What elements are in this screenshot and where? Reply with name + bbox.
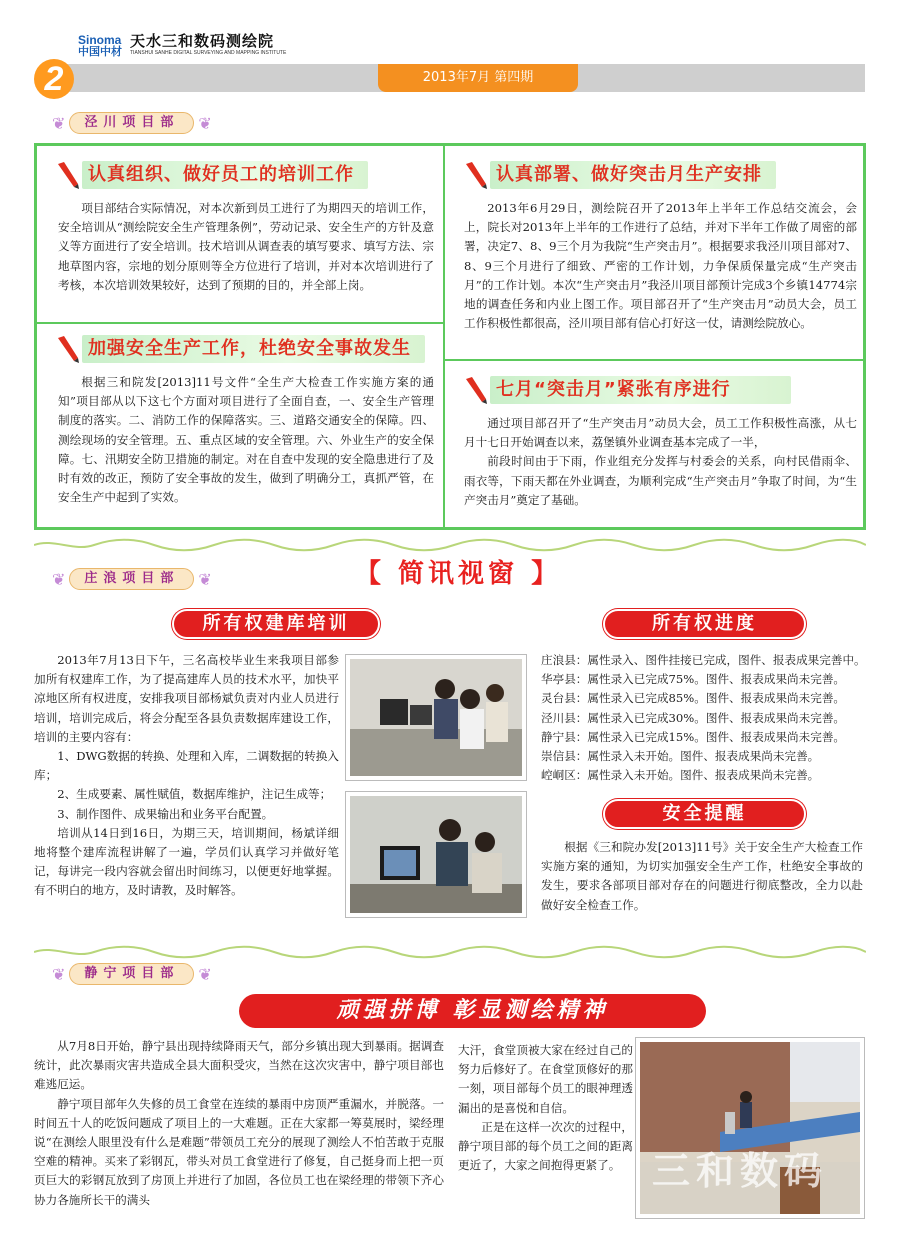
section-tag-jingning: [52, 961, 212, 987]
pencil-icon: [54, 334, 82, 364]
section-label: 泾川项目部: [69, 112, 194, 134]
section-tag-zhuanglang: [52, 566, 212, 592]
row-divider-right: [445, 359, 863, 361]
flourish-icon: ❦: [198, 964, 212, 984]
flourish-icon: ❦: [198, 569, 212, 589]
article-title: 认真组织、做好员工的培训工作: [82, 161, 368, 189]
paragraph: 静宁项目部年久失修的员工食堂在连续的暴雨中房顶严重漏水，并脱落。一时间五十人的吃饭问题成了项目上的一大难题。正在大家都一筹莫展时，梁经理说“在测绘人眼里没有什么是难题”带领员工充分的展现了测绘人不怕苦敢于克服空难的精神。买来了彩钢瓦，带头对员工食堂进行了修复，自己挺身而上把一页页巨大的彩钢瓦放到了房顶上并进行了加固，各位员工也在梁经理的带领下齐心协力各施所长干的满头: [34, 1096, 444, 1207]
paragraph: 根据《三和院办发[2013]11号》关于安全生产大检查工作实施方案的通知，为切实加强安全生产工作，杜绝安全事故的发生，要求各部项目部对存在的问题进行彻底整改，全力以赴做好安全检查工作。: [541, 840, 863, 912]
paragraph: 2、生成要素、属性赋值，数据库维护，注记生成等；: [57, 787, 332, 802]
feature-body-right: [458, 1041, 633, 1175]
row-divider-left: [37, 322, 443, 324]
paragraph: 大汗，食堂顶被大家在经过自己的努力后修好了。在食堂顶修好的那一刻，项目部每个员工的眼神理透漏出的是喜悦和自信。: [458, 1043, 633, 1115]
issue-label: 2013年7月 第四期: [378, 64, 578, 92]
pencil-icon: [462, 375, 490, 405]
article-head-deploy: [462, 160, 776, 190]
paragraph: 2013年7月13日下午，三名高校毕业生来我项目部参加所有权建库工作，为了提高建库人员的技术水平，加快平凉地区所有权进度，安排我项目部杨斌负责对内业人员进行培训，培训完成后，将会分配至各县负责数据库建设工作，培训的主要内容有：: [34, 653, 339, 744]
institute-name: [130, 34, 286, 56]
logo-cn: 中国中材: [78, 44, 122, 58]
training-photo-2-art: [350, 796, 522, 913]
training-photo-1-art: [350, 659, 522, 776]
article-title: 加强安全生产工作，杜绝安全事故发生: [82, 335, 425, 363]
flourish-icon: ❦: [52, 569, 66, 589]
section-tag-jingchuan: [52, 110, 212, 136]
progress-row: 静宁县：属性录入已完成15%。图件、报表成果尚未完善。: [541, 729, 846, 744]
flourish-icon: ❦: [52, 113, 66, 133]
article-head-july: [462, 375, 791, 405]
sinoma-logo: [78, 34, 122, 57]
paragraph: 1、DWG数据的转换、处理和入库，二调数据的转换入库；: [34, 749, 339, 783]
article-body-deploy: [464, 199, 857, 333]
column-divider: [443, 146, 445, 527]
heading-ownership-training: 所有权建库培训: [172, 609, 380, 639]
feature-banner: 顽强拼博 彰显测绘精神: [239, 994, 706, 1028]
progress-row: 泾川县：属性录入已完成30%。图件、报表成果尚未完善。: [541, 710, 846, 725]
logo-en: Sinoma: [78, 32, 122, 47]
progress-row: 崇信县：属性录入未开始。图件、报表成果尚未完善。: [541, 749, 820, 764]
progress-row: 华亭县：属性录入已完成75%。图件、报表成果尚未完善。: [541, 672, 846, 687]
paragraph: 通过项目部召开了“生产突击月”动员大会，员工工作积极性高涨，从七月十七日开始调查以来，荔堡镇外业调查基本完成了一半，: [464, 416, 857, 450]
progress-row: 崆峒区：属性录入未开始。图件、报表成果尚未完善。: [541, 768, 820, 783]
flourish-icon: ❦: [198, 113, 212, 133]
article-body-safety-reminder: [541, 838, 863, 915]
paragraph: 3、制作图件、成果输出和业务平台配置。: [57, 806, 274, 821]
paragraph: 正是在这样一次次的过程中，静宁项目部的每个员工之间的距离更近了，大家之间抱得更紧了。: [458, 1119, 633, 1173]
paragraph: 根据三和院发[2013]11号文件“全生产大检查工作实施方案的通知”项目部从以下这七个方面对项目进行了全面自查，一、安全生产管理制度的落实。二、消防工作的保障落实。三、道路交通安全的保障。四、测绘现场的安全管理。五、重点区域的安全管理。六、外业生产的安全保障。七、汛期安全防卫措施的制定。对在自查中发现的安全隐患进行了及时有效的改正，预防了安全事故的发生，做到了明确分工，真抓严管，在安全生产中起到了实效。: [58, 375, 434, 505]
section-label: 庄浪项目部: [69, 568, 194, 590]
paragraph: 项目部结合实际情况，对本次新到员工进行了为期四天的培训工作，安全培训从“测绘院安全生产管理条例”，劳动记录、安全生产的方针及意义等方面进行了安全培训。技术培训从调查表的填写要求、填写方法、宗地草图内容，宗地的划分原则等全方位进行了培训，并对本次培训进行了考核，本次培训效果较好，达到了预期的目的，并全部上岗。: [58, 201, 434, 292]
feature-body-left: [34, 1037, 444, 1210]
progress-row: 庄浪县：属性录入、图件挂接已完成，图件、报表成果完善中。: [541, 653, 866, 667]
training-photo-1: [346, 655, 526, 780]
watermark: 三和数码: [652, 1149, 829, 1193]
article-title: 七月“突击月”紧张有序进行: [490, 376, 791, 404]
institute-en: TIANSHUI SANHE DIGITAL SURVEYING AND MAPPING INSTITUTE: [130, 50, 287, 56]
article-head-training: [54, 160, 368, 190]
pencil-icon: [54, 160, 82, 190]
vine-divider: [34, 538, 866, 552]
heading-safety-reminder: 安全提醒: [603, 799, 806, 829]
institute-cn: 天水三和数码测绘院: [130, 32, 275, 50]
article-body-july: [464, 414, 857, 510]
vine-divider: [34, 945, 866, 959]
news-title: 【 简讯视窗 】: [355, 559, 562, 589]
progress-row: 灵台县：属性录入已完成85%。图件、报表成果尚未完善。: [541, 691, 846, 706]
training-photo-2: [346, 792, 526, 917]
paragraph: 从7月8日开始，静宁县出现持续降雨天气，部分乡镇出现大到暴雨。据调查统计，此次暴雨灾害共造成全县大面积受灾，当然在这次灾害中，静宁项目部也难逃厄运。: [34, 1039, 444, 1092]
heading-progress: 所有权进度: [603, 609, 806, 639]
paragraph: 培训从14日到16日，为期三天，培训期间，杨斌详细地将整个建库流程讲解了一遍，学员们认真学习并做好笔记，每讲完一段内容就会留出时间练习，以便更好地掌握。有不明白的地方，及时请教，及时解答。: [34, 825, 339, 898]
article-body-training: [58, 199, 434, 295]
page-number: 2: [34, 59, 74, 99]
paragraph: 2013年6月29日，测绘院召开了2013年上半年工作总结交流会，会上，院长对2013年上半年的工作进行了总结，并对下半年工作做了周密的部署，决定7、8、9三个月为我院“生产突击月”。根据要求我泾川项目部对7、8、9三个月进行了细致、严密的工作计划，力争保质保量完成“生产突击月”的工作计划。本次“生产突击月”我泾川项目部预计完成3个乡镇14774宗地的调查任务和内业上图工作。项目部召开了“生产突击月”动员大会，员工工作积极性都很高，泾川项目部有信心打好这一仗，请测绘院放心。: [464, 201, 857, 331]
section-label: 静宁项目部: [69, 963, 194, 985]
article-title: 认真部署、做好突击月生产安排: [490, 161, 776, 189]
article-body-ownership-training: [34, 651, 339, 901]
pencil-icon: [462, 160, 490, 190]
article-head-safety: [54, 334, 425, 364]
flourish-icon: ❦: [52, 964, 66, 984]
masthead: [78, 30, 286, 60]
progress-list: [541, 651, 881, 785]
paragraph: 前段时间由于下雨，作业组充分发挥与村委会的关系，向村民借雨伞、雨衣等，下雨天都在外业调查，为顺利完成“生产突击月”争取了时间，为“生产突击月”奠定了基础。: [464, 454, 857, 507]
roof-repair-photo: [636, 1038, 864, 1218]
article-body-safety: [58, 373, 434, 507]
